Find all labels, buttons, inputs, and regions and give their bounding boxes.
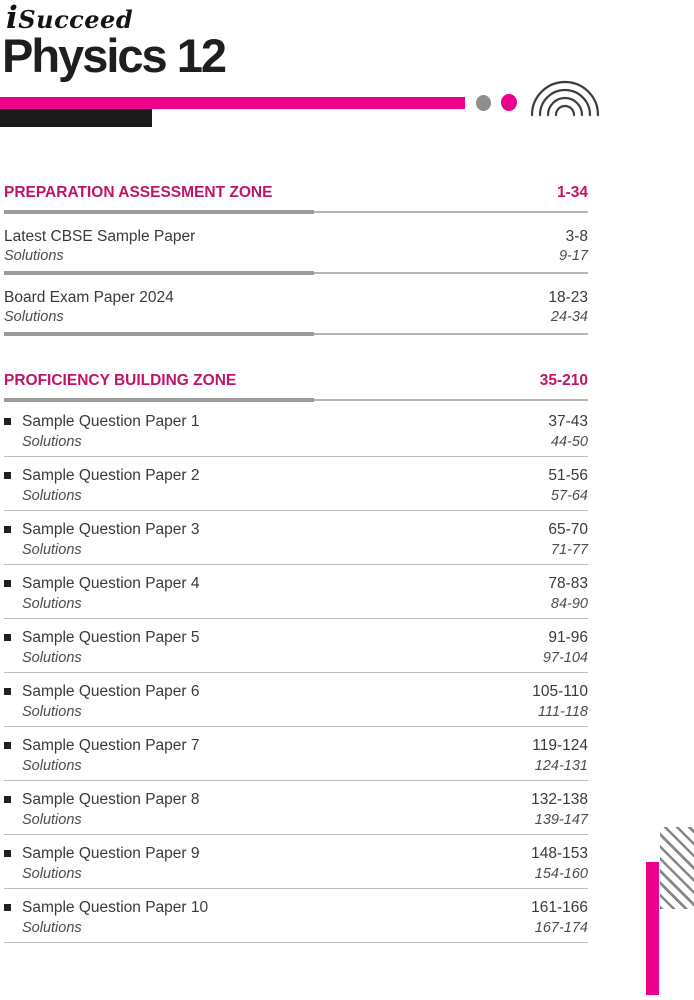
item-divider bbox=[4, 271, 588, 276]
square-bullet-icon bbox=[4, 688, 11, 695]
item-title: Sample Question Paper 3 bbox=[22, 521, 200, 538]
solutions-pages: 44-50 bbox=[550, 434, 588, 450]
item-solutions-row bbox=[4, 486, 588, 506]
item-divider bbox=[4, 564, 588, 565]
square-bullet-icon bbox=[4, 904, 11, 911]
item-title: Latest CBSE Sample Paper bbox=[4, 228, 196, 245]
square-bullet-icon bbox=[4, 580, 11, 587]
item-solutions-row bbox=[4, 864, 588, 884]
toc-section bbox=[4, 183, 588, 337]
item-title-row bbox=[4, 573, 588, 594]
item-title-row bbox=[4, 288, 588, 308]
hatch-decoration bbox=[660, 827, 694, 909]
item-pages: 119-124 bbox=[532, 737, 588, 754]
toc-item bbox=[4, 619, 588, 673]
page-header bbox=[0, 0, 694, 128]
item-pages: 148-153 bbox=[531, 845, 588, 862]
square-bullet-icon bbox=[4, 526, 11, 533]
item-divider bbox=[4, 618, 588, 619]
item-pages: 132-138 bbox=[531, 791, 588, 808]
square-bullet-icon bbox=[4, 418, 11, 425]
toc-item bbox=[4, 835, 588, 889]
item-title: Sample Question Paper 7 bbox=[22, 737, 200, 754]
concentric-arcs-icon bbox=[527, 70, 603, 117]
item-title-row bbox=[4, 519, 588, 540]
item-title: Sample Question Paper 8 bbox=[22, 791, 200, 808]
item-title-row bbox=[4, 735, 588, 756]
section-heading: PREPARATION ASSESSMENT ZONE bbox=[4, 184, 273, 201]
item-title: Sample Question Paper 6 bbox=[22, 683, 200, 700]
toc-item bbox=[4, 276, 588, 337]
toc-item bbox=[4, 511, 588, 565]
item-divider bbox=[4, 672, 588, 673]
book-title: Physics 12 bbox=[2, 29, 226, 82]
item-pages: 37-43 bbox=[548, 413, 588, 430]
toc-item bbox=[4, 889, 588, 943]
item-divider bbox=[4, 942, 588, 943]
solutions-label: Solutions bbox=[22, 758, 82, 774]
section-pages: 1-34 bbox=[556, 184, 588, 201]
item-divider bbox=[4, 726, 588, 727]
section-divider bbox=[4, 398, 588, 403]
solutions-label: Solutions bbox=[22, 434, 82, 450]
toc-item bbox=[4, 457, 588, 511]
item-title: Sample Question Paper 4 bbox=[22, 575, 200, 592]
section-header-row bbox=[4, 371, 588, 390]
solutions-pages: 57-64 bbox=[550, 488, 588, 504]
solutions-pages: 84-90 bbox=[550, 596, 588, 612]
item-solutions-row bbox=[4, 432, 588, 452]
solutions-label: Solutions bbox=[4, 309, 64, 325]
solutions-label: Solutions bbox=[22, 542, 82, 558]
section-items bbox=[4, 403, 588, 943]
solutions-pages: 154-160 bbox=[534, 866, 588, 882]
item-solutions-row bbox=[4, 308, 588, 326]
item-pages: 51-56 bbox=[548, 467, 588, 484]
item-solutions-row bbox=[4, 594, 588, 614]
solutions-pages: 97-104 bbox=[542, 650, 588, 666]
item-title-row bbox=[4, 843, 588, 864]
square-bullet-icon bbox=[4, 472, 11, 479]
toc-item bbox=[4, 215, 588, 276]
item-pages: 161-166 bbox=[531, 899, 588, 916]
item-divider bbox=[4, 332, 588, 337]
solutions-label: Solutions bbox=[22, 920, 82, 936]
item-divider bbox=[4, 834, 588, 835]
item-divider bbox=[4, 456, 588, 457]
solutions-pages: 111-118 bbox=[538, 704, 588, 720]
toc-section bbox=[4, 371, 588, 943]
toc-item bbox=[4, 727, 588, 781]
item-title: Board Exam Paper 2024 bbox=[4, 289, 174, 306]
section-pages: 35-210 bbox=[539, 372, 588, 389]
item-title-row bbox=[4, 897, 588, 918]
solutions-label: Solutions bbox=[4, 248, 64, 264]
item-solutions-row bbox=[4, 247, 588, 265]
toc-item bbox=[4, 565, 588, 619]
item-title: Sample Question Paper 1 bbox=[22, 413, 200, 430]
gray-dot-icon bbox=[476, 95, 491, 111]
black-rule-bar bbox=[0, 109, 152, 127]
section-heading: PROFICIENCY BUILDING ZONE bbox=[4, 372, 237, 389]
section-items bbox=[4, 215, 588, 337]
solutions-pages: 24-34 bbox=[550, 309, 588, 325]
toc-item bbox=[4, 403, 588, 457]
solutions-pages: 124-131 bbox=[534, 758, 588, 774]
item-title-row bbox=[4, 681, 588, 702]
item-divider bbox=[4, 510, 588, 511]
square-bullet-icon bbox=[4, 796, 11, 803]
solutions-label: Solutions bbox=[22, 866, 82, 882]
solutions-label: Solutions bbox=[22, 812, 82, 828]
item-solutions-row bbox=[4, 918, 588, 938]
item-pages: 91-96 bbox=[548, 629, 588, 646]
item-title-row bbox=[4, 411, 588, 432]
pink-side-bar bbox=[646, 862, 659, 995]
solutions-label: Solutions bbox=[22, 650, 82, 666]
item-pages: 105-110 bbox=[532, 683, 588, 700]
item-solutions-row bbox=[4, 810, 588, 830]
pink-dot-icon bbox=[501, 94, 517, 111]
square-bullet-icon bbox=[4, 634, 11, 641]
item-title: Sample Question Paper 9 bbox=[22, 845, 200, 862]
item-solutions-row bbox=[4, 648, 588, 668]
item-title-row bbox=[4, 465, 588, 486]
solutions-pages: 9-17 bbox=[558, 248, 588, 264]
solutions-label: Solutions bbox=[22, 596, 82, 612]
brand-logo-i: i bbox=[6, 0, 19, 36]
item-divider bbox=[4, 888, 588, 889]
square-bullet-icon bbox=[4, 742, 11, 749]
pink-rule-bar bbox=[0, 97, 465, 109]
section-divider bbox=[4, 210, 588, 215]
solutions-label: Solutions bbox=[22, 704, 82, 720]
item-pages: 78-83 bbox=[548, 575, 588, 592]
toc-sections bbox=[4, 183, 588, 943]
solutions-label: Solutions bbox=[22, 488, 82, 504]
item-title: Sample Question Paper 5 bbox=[22, 629, 200, 646]
item-title: Sample Question Paper 10 bbox=[22, 899, 209, 916]
item-title-row bbox=[4, 789, 588, 810]
toc-item bbox=[4, 673, 588, 727]
item-title-row bbox=[4, 627, 588, 648]
item-title: Sample Question Paper 2 bbox=[22, 467, 200, 484]
square-bullet-icon bbox=[4, 850, 11, 857]
solutions-pages: 71-77 bbox=[550, 542, 588, 558]
item-pages: 18-23 bbox=[548, 289, 588, 306]
item-divider bbox=[4, 780, 588, 781]
item-solutions-row bbox=[4, 540, 588, 560]
toc-item bbox=[4, 781, 588, 835]
section-header-row bbox=[4, 183, 588, 202]
solutions-pages: 139-147 bbox=[534, 812, 588, 828]
item-pages: 3-8 bbox=[565, 228, 588, 245]
item-solutions-row bbox=[4, 756, 588, 776]
brand-logo-rest: Succeed bbox=[18, 5, 134, 34]
item-solutions-row bbox=[4, 702, 588, 722]
solutions-pages: 167-174 bbox=[534, 920, 588, 936]
item-title-row bbox=[4, 227, 588, 247]
item-pages: 65-70 bbox=[548, 521, 588, 538]
